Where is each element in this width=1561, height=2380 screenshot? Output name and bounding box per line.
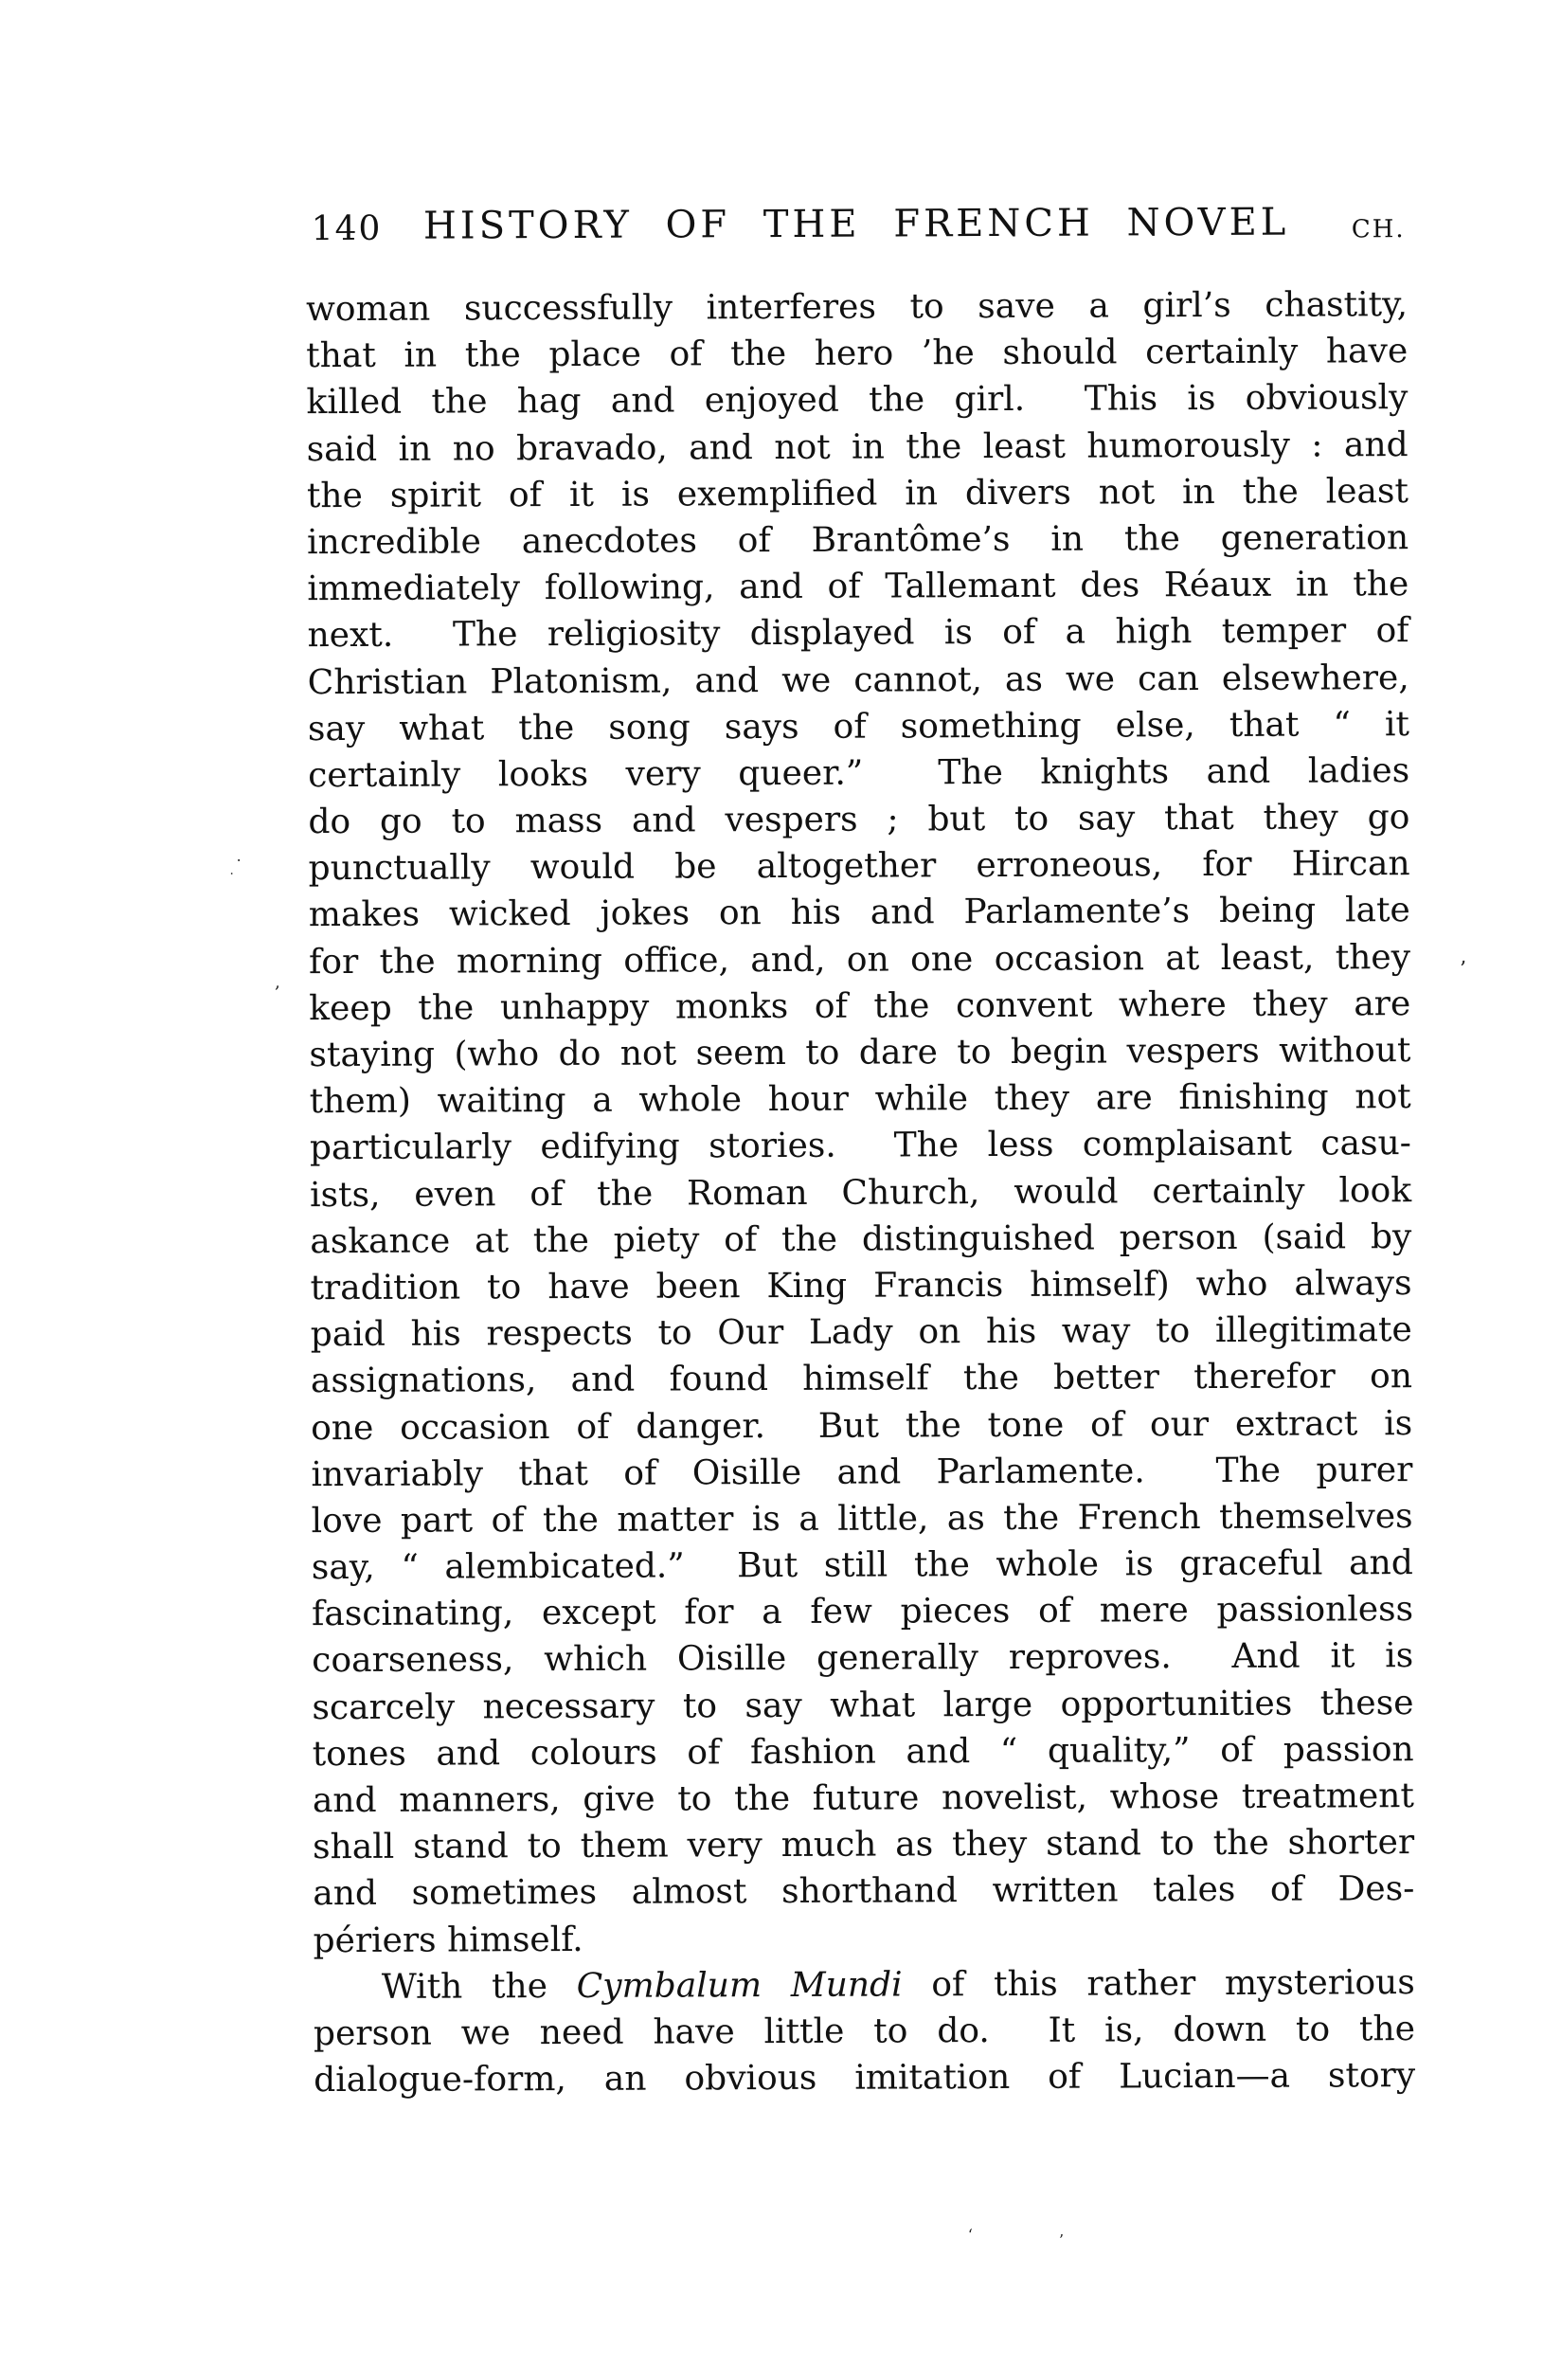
text-segment: keep the unhappy monks of the convent where they are [309, 983, 1411, 1028]
text-line [307, 422, 1408, 473]
text-segment: shall stand to them very much as they stand to the shorter [313, 1823, 1415, 1867]
text-line [309, 981, 1410, 1032]
text-line [311, 1353, 1412, 1404]
text-segment: immediately following, and of Tallemant des Réaux in the [307, 565, 1409, 609]
text-line [307, 468, 1408, 519]
text-segment: askance at the piety of the distinguished person (said by [310, 1217, 1412, 1261]
text-segment: périers himself. [313, 1920, 583, 1960]
text-line [313, 1726, 1414, 1777]
text-line [308, 655, 1409, 706]
text-segment: next. The religiosity displayed is of a high temper of [307, 611, 1409, 656]
text-segment: them) waiting a whole hour while they are finishing not [309, 1077, 1411, 1122]
italic-book-title: Cymbalum Mundi [576, 1965, 903, 2006]
text-line [311, 1447, 1412, 1498]
text-segment: paid his respects to Our Lady on his way to illegitimate [310, 1310, 1412, 1355]
text-line [308, 748, 1409, 799]
text-line [306, 374, 1408, 425]
text-line [306, 281, 1408, 333]
text-segment: particularly edifying stories. The less complaisant casu- [309, 1124, 1411, 1168]
text-line [312, 1540, 1413, 1591]
text-line [308, 794, 1409, 845]
text-line [310, 1260, 1411, 1311]
text-segment: makes wicked jokes on his and Parlamente’s being late [308, 891, 1410, 935]
running-header [306, 198, 1408, 248]
text-segment: of this rather mysterious [902, 1962, 1415, 2005]
text-line [310, 1120, 1411, 1171]
text-segment: and sometimes almost shorthand written tales of Des- [313, 1869, 1415, 1914]
text-segment: woman successfully interferes to save a girl’s chastity, [305, 285, 1408, 330]
text-segment: and manners, give to the future novelist, whose treatment [312, 1776, 1414, 1821]
text-line [309, 934, 1410, 985]
text-line [307, 561, 1408, 612]
text-line [312, 1633, 1413, 1685]
text-line [312, 1493, 1413, 1544]
text-segment: that in the place of the hero ’he should certainly have [306, 332, 1408, 376]
text-segment: coarseness, which Oisille generally reproves. And it is [312, 1636, 1414, 1681]
text-segment: With the [381, 1966, 577, 2007]
text-segment: fascinating, except for a few pieces of mere passionless [311, 1590, 1414, 1634]
ink-speck: ’ [1460, 957, 1467, 982]
text-segment: say what the song says of something else, that “ it [307, 704, 1410, 748]
text-segment: staying (who do not seem to dare to begin vespers without [309, 1031, 1411, 1075]
text-segment: dialogue-form, an obvious imitation of Lucian—a story [314, 2056, 1416, 2101]
text-segment: killed the hag and enjoyed the girl. This is obviously [306, 378, 1408, 423]
text-segment: person we need have little to do. It is, down to the [313, 2010, 1416, 2054]
text-segment: assignations, and found himself the better therefor on [310, 1357, 1413, 1401]
text-line [309, 1027, 1410, 1078]
text-line [313, 1866, 1414, 1917]
text-line [313, 1913, 1414, 1964]
text-line [310, 1073, 1411, 1125]
ink-speck: ‘ [967, 2226, 974, 2245]
text-segment: do go to mass and vespers ; but to say that they go [308, 798, 1410, 842]
text-segment: punctually would be altogether erroneous, for Hircan [308, 844, 1410, 889]
text-line [307, 514, 1408, 566]
text-segment: scarcely necessary to say what large opportunities these [312, 1683, 1414, 1727]
ink-speck: , [275, 972, 280, 993]
text-line [309, 840, 1410, 892]
text-segment: tradition to have been King Francis himself) who always [310, 1264, 1412, 1308]
text-segment: love part of the matter is a little, as the French themselves [311, 1496, 1413, 1542]
text-line [307, 607, 1408, 658]
body-text [306, 281, 1415, 2103]
text-segment: said in no bravado, and not in the least humorously : and [306, 424, 1408, 469]
text-segment: ists, even of the Roman Church, would certainly look [310, 1170, 1412, 1215]
text-segment: incredible anecdotes of Brantôme’s in the generation [307, 518, 1409, 563]
text-line [314, 1959, 1415, 2010]
text-line [309, 888, 1410, 939]
text-line [313, 1773, 1414, 1824]
text-segment: one occasion of danger. But the tone of our extract is [311, 1403, 1413, 1448]
text-line [314, 2052, 1415, 2103]
text-segment: say, “ alembicated.” But still the whole is graceful and [311, 1543, 1413, 1588]
text-segment: for the morning office, and, on one occasion at least, they [308, 937, 1411, 982]
ink-speck: · [229, 867, 234, 882]
running-title: HISTORY OF THE FRENCH NOVEL [422, 200, 1290, 248]
text-line [312, 1586, 1413, 1637]
text-segment: Christian Platonism, and we cannot, as we can elsewhere, [307, 658, 1409, 702]
text-line [311, 1400, 1412, 1451]
text-line [314, 2006, 1415, 2057]
text-segment: the spirit of it is exemplified in divers not in the least [306, 471, 1408, 515]
text-line [313, 1819, 1414, 1870]
text-segment: invariably that of Oisille and Parlamente. The purer [311, 1450, 1413, 1494]
text-segment: certainly looks very queer.” The knights and ladies [308, 750, 1410, 796]
page-number: 140 [311, 208, 383, 249]
text-line [306, 328, 1408, 379]
text-segment: tones and colours of fashion and “ quality,” of passion [312, 1729, 1414, 1774]
chapter-marker: CH. [1351, 215, 1406, 244]
text-line [311, 1307, 1412, 1358]
text-line [310, 1214, 1411, 1265]
text-line [310, 1167, 1411, 1218]
ink-speck: ’ [1058, 2230, 1065, 2249]
text-line [308, 701, 1409, 752]
text-line [312, 1680, 1413, 1731]
ink-speck: · [236, 851, 242, 870]
